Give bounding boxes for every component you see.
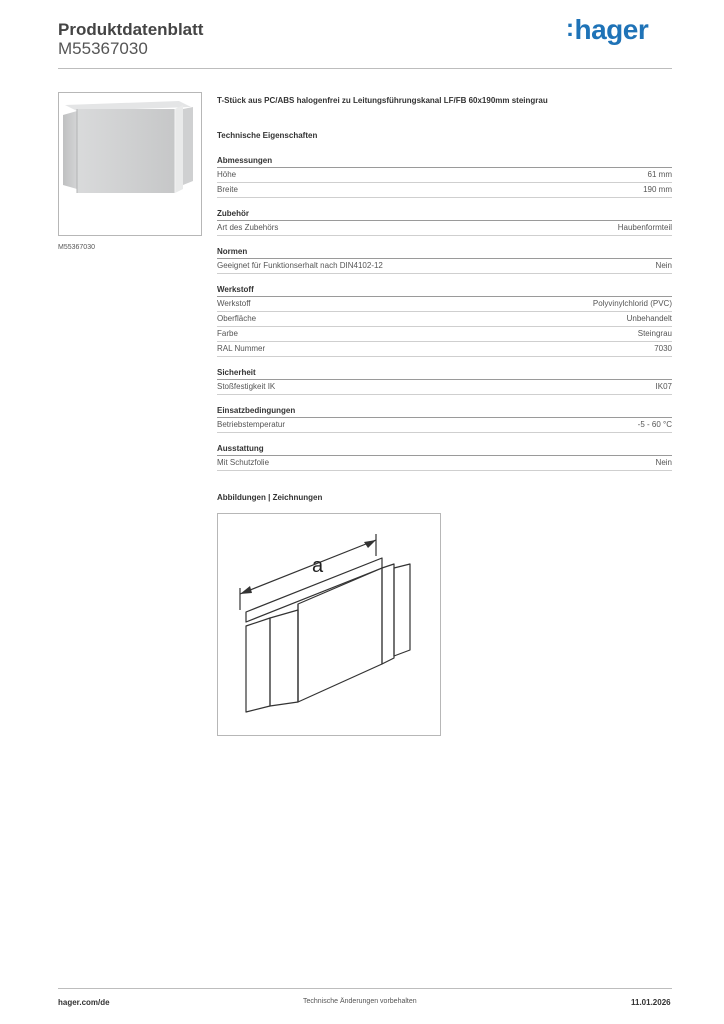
drawings-title: Abbildungen | Zeichnungen xyxy=(217,493,323,502)
spec-label: Breite xyxy=(217,185,238,194)
technical-drawing xyxy=(217,513,441,736)
spec-group-title: Einsatzbedingungen xyxy=(217,405,672,418)
spec-label: Werkstoff xyxy=(217,299,251,308)
spec-group-title: Normen xyxy=(217,246,672,259)
spec-group-material xyxy=(217,284,672,357)
spec-group-title: Ausstattung xyxy=(217,443,672,456)
hager-logo xyxy=(566,14,648,46)
spec-group-operating-conditions xyxy=(217,405,672,433)
spec-label: Höhe xyxy=(217,170,237,179)
spec-value: IK07 xyxy=(655,382,672,391)
spec-group-accessories xyxy=(217,208,672,236)
header-divider xyxy=(58,68,672,69)
footer-notice: Technische Änderungen vorbehalten xyxy=(303,998,417,1005)
spec-row xyxy=(217,380,672,395)
product-description: T-Stück aus PC/ABS halogenfrei zu Leitungsführungskanal LF/FB 60x190mm steingrau xyxy=(217,96,548,105)
spec-value: Nein xyxy=(655,261,672,270)
spec-label: Art des Zubehörs xyxy=(217,223,279,232)
spec-group-title: Abmessungen xyxy=(217,155,672,168)
photo-caption: M55367030 xyxy=(58,244,95,251)
spec-value: -5 - 60 °C xyxy=(637,420,672,429)
product-photo xyxy=(58,92,202,236)
spec-label: Oberfläche xyxy=(217,314,257,323)
spec-label: Stoßfestigkeit IK xyxy=(217,382,276,391)
spec-label: Farbe xyxy=(217,329,238,338)
spec-row xyxy=(217,297,672,312)
spec-value: Steingrau xyxy=(637,329,672,338)
spec-group-safety xyxy=(217,367,672,395)
logo-text: hager xyxy=(574,14,649,45)
spec-group-title: Werkstoff xyxy=(217,284,672,297)
spec-row xyxy=(217,168,672,183)
spec-row xyxy=(217,221,672,236)
spec-value: Haubenformteil xyxy=(617,223,672,232)
logo-colon: : xyxy=(566,15,574,42)
spec-label: Betriebstemperatur xyxy=(217,420,286,429)
footer-date: 11.01.2026 xyxy=(631,998,671,1007)
spec-value: 61 mm xyxy=(647,170,672,179)
technical-drawing-image xyxy=(218,514,440,735)
spec-value: 7030 xyxy=(654,344,672,353)
spec-label: Geeignet für Funktionserhalt nach DIN4102-12 xyxy=(217,261,383,270)
spec-value: Polyvinylchlorid (PVC) xyxy=(592,299,672,308)
spec-group-equipment xyxy=(217,443,672,471)
dimension-label: a xyxy=(312,555,324,577)
footer-website-link[interactable]: hager.com/de xyxy=(58,998,110,1007)
spec-table xyxy=(217,155,672,481)
footer-divider xyxy=(58,988,672,989)
page-title: Produktdatenblatt xyxy=(58,20,204,39)
spec-group-standards xyxy=(217,246,672,274)
spec-group-title: Sicherheit xyxy=(217,367,672,380)
spec-value: 190 mm xyxy=(643,185,672,194)
section-title-technical-properties: Technische Eigenschaften xyxy=(217,131,318,140)
spec-row xyxy=(217,418,672,433)
product-photo-image xyxy=(59,93,201,235)
spec-row xyxy=(217,183,672,198)
spec-row xyxy=(217,327,672,342)
spec-group-dimensions xyxy=(217,155,672,198)
spec-label: Mit Schutzfolie xyxy=(217,458,270,467)
spec-row xyxy=(217,342,672,357)
spec-row xyxy=(217,259,672,274)
spec-value: Unbehandelt xyxy=(626,314,672,323)
spec-row xyxy=(217,312,672,327)
spec-group-title: Zubehör xyxy=(217,208,672,221)
spec-label: RAL Nummer xyxy=(217,344,266,353)
spec-value: Nein xyxy=(655,458,672,467)
spec-row xyxy=(217,456,672,471)
article-number: M55367030 xyxy=(58,39,148,58)
